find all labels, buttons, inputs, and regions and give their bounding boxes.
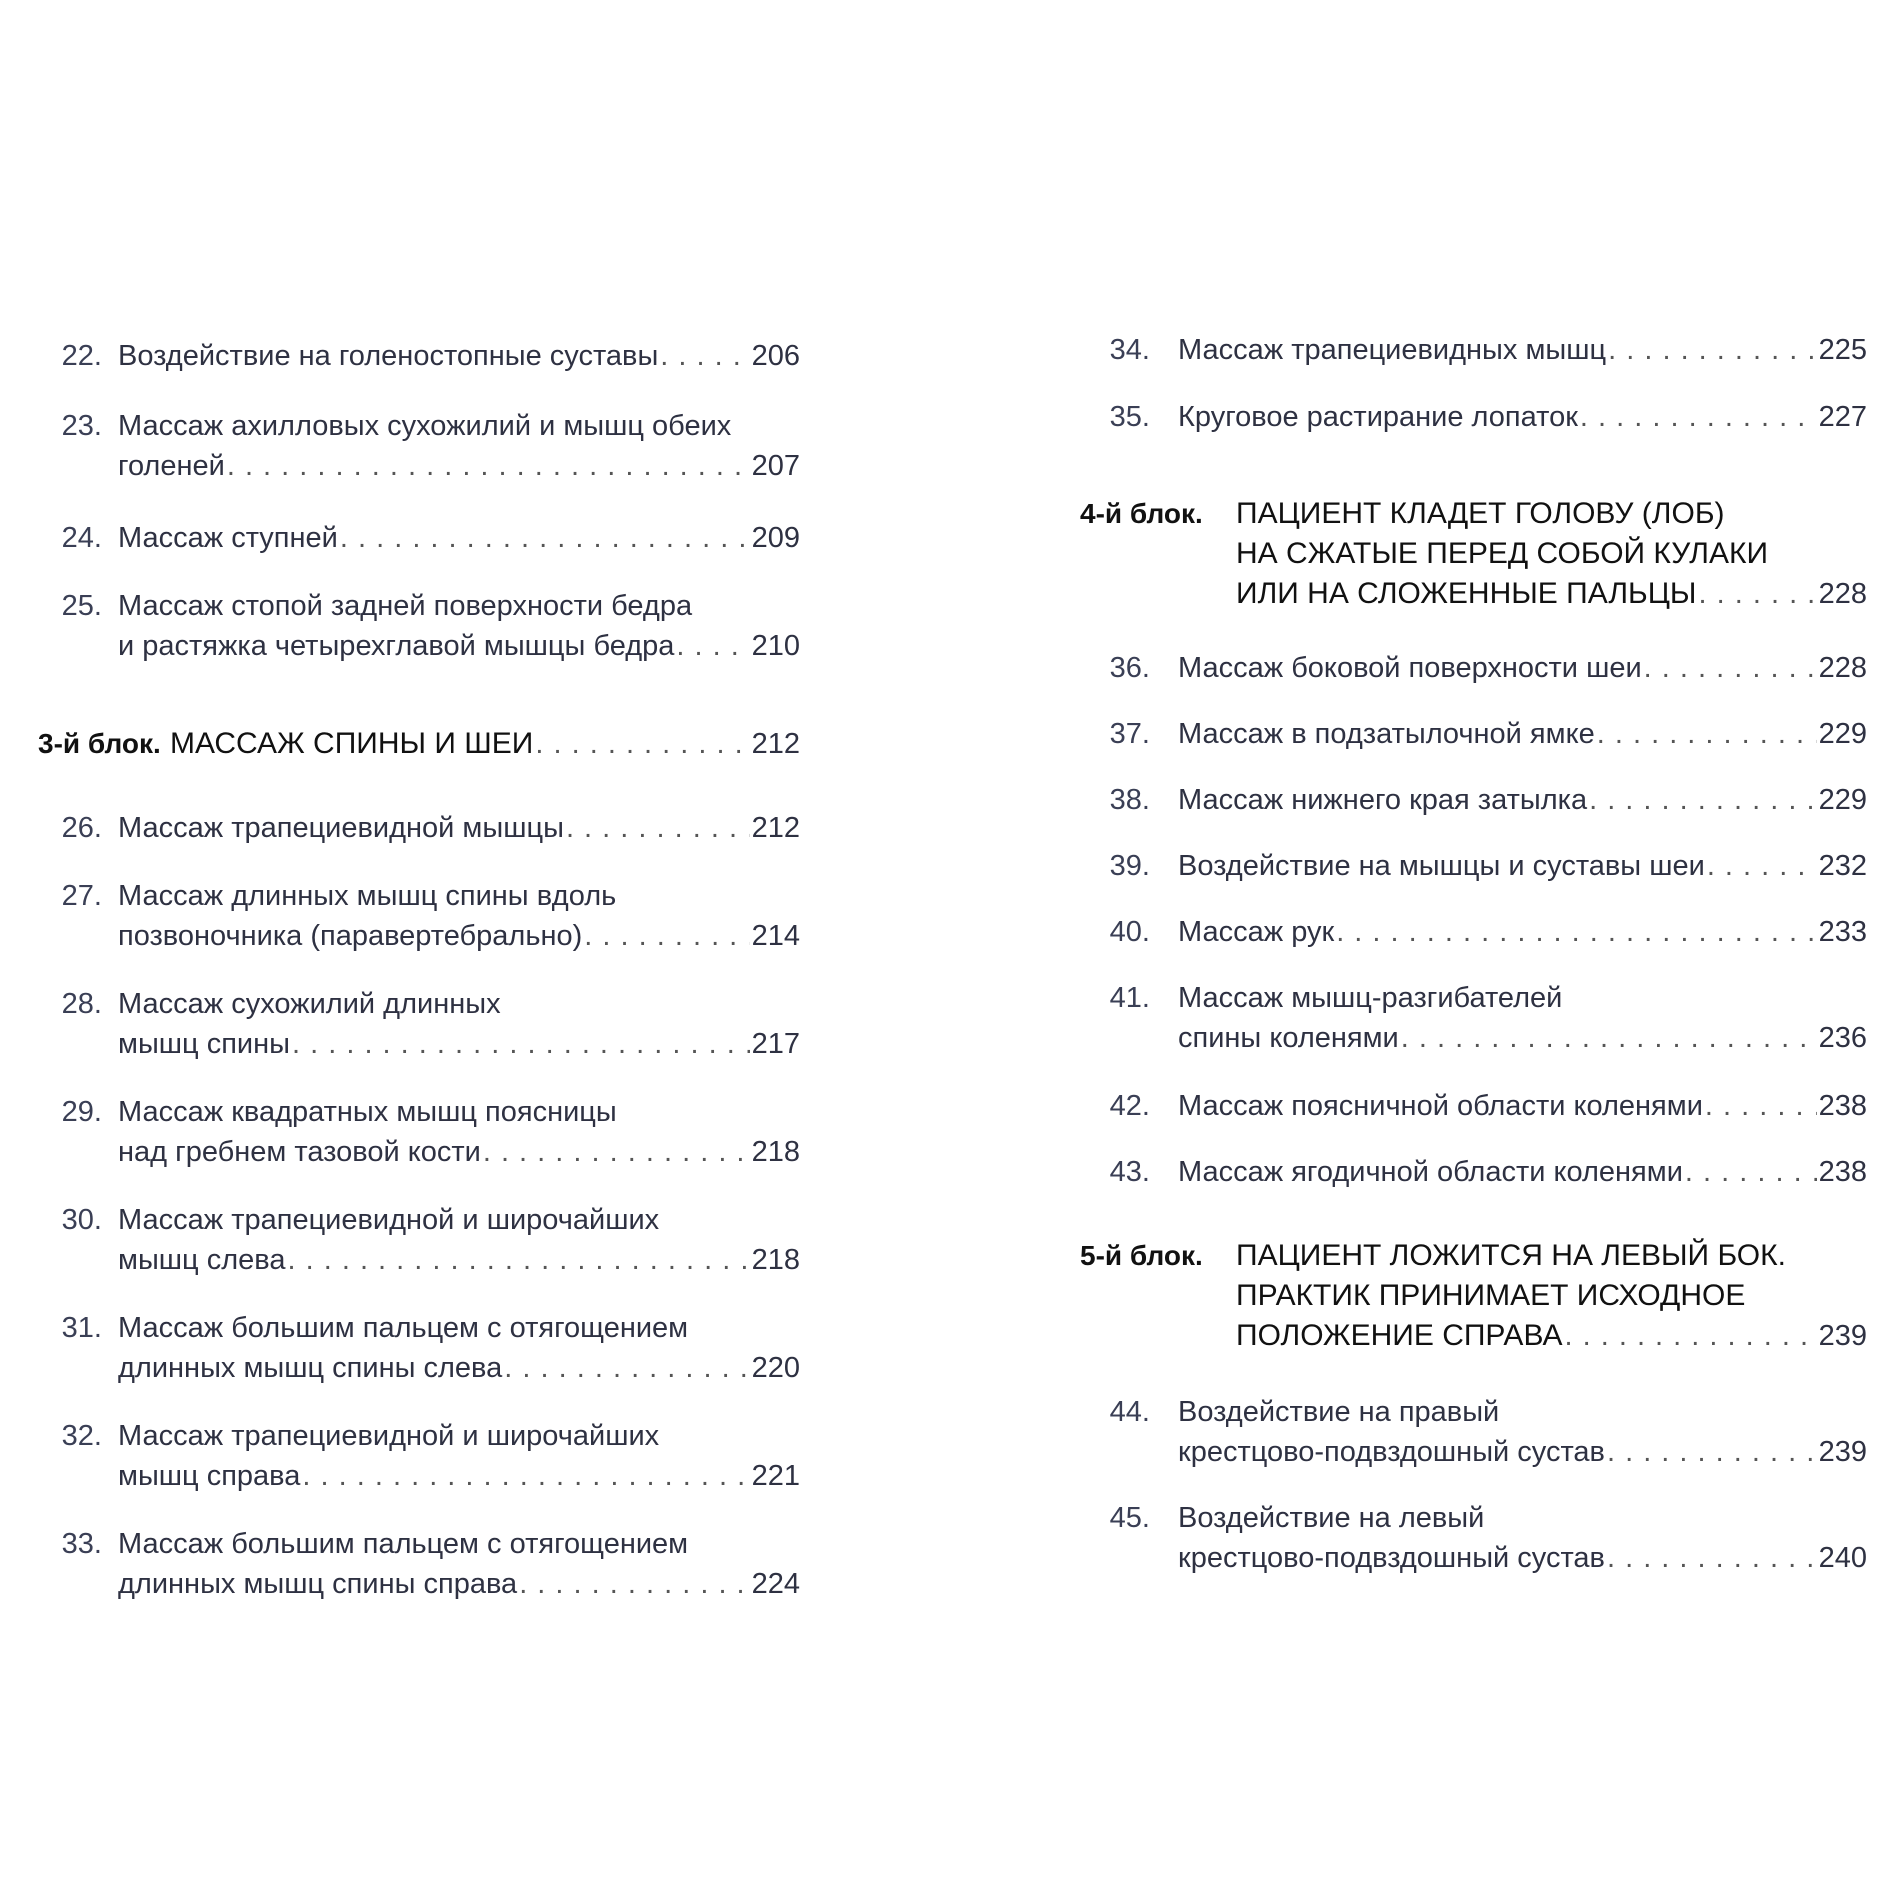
toc-entry[interactable] — [0, 586, 800, 666]
entry-line — [1178, 397, 1867, 437]
entry-number: 24. — [61, 522, 102, 554]
entry-line — [1236, 1276, 1867, 1316]
dot-leader — [483, 1132, 750, 1172]
entry-title: Массаж мышц-разгибателей — [1178, 982, 1563, 1014]
page-number: 227 — [1818, 401, 1867, 433]
entry-title: Массаж трапециевидных мышц — [1178, 334, 1607, 366]
entry-line — [118, 586, 800, 626]
dot-leader — [1607, 1432, 1817, 1472]
entry-title: спины коленями — [1178, 1022, 1399, 1054]
dot-leader — [1401, 1018, 1817, 1058]
page-number: 233 — [1818, 916, 1867, 948]
entry-number: 37. — [1109, 718, 1150, 750]
entry-title: НА СЖАТЫЕ ПЕРЕД СОБОЙ КУЛАКИ — [1236, 537, 1769, 570]
entry-text — [1178, 330, 1867, 370]
entry-title: над гребнем тазовой кости — [118, 1136, 481, 1168]
page-number: 218 — [751, 1136, 800, 1168]
entry-title: Массаж трапециевидной мышцы — [118, 812, 564, 844]
page-number: 214 — [751, 920, 800, 952]
dot-leader — [1580, 397, 1817, 437]
entry-title: Воздействие на голеностопные суставы — [118, 340, 659, 372]
entry-text — [1178, 1498, 1867, 1578]
entry-number: 35. — [1109, 401, 1150, 433]
page-number: 238 — [1818, 1156, 1867, 1188]
entry-title: Массаж поясничной области коленями — [1178, 1090, 1703, 1122]
entry-title: ПАЦИЕНТ КЛАДЕТ ГОЛОВУ (ЛОБ) — [1236, 497, 1725, 530]
entry-title: Массаж ступней — [118, 522, 338, 554]
entry-text — [170, 724, 800, 764]
page-number: 210 — [751, 630, 800, 662]
toc-entry[interactable] — [1070, 714, 1867, 754]
toc-entry[interactable] — [0, 1308, 800, 1388]
entry-text — [118, 1524, 800, 1604]
entry-line — [1178, 1086, 1867, 1126]
entry-line — [118, 1524, 800, 1564]
entry-line — [118, 1564, 800, 1604]
entry-number: 25. — [61, 590, 102, 622]
page-number: 236 — [1818, 1022, 1867, 1054]
toc-entry[interactable] — [0, 518, 800, 558]
entry-line — [118, 984, 800, 1024]
entry-line — [1236, 534, 1867, 574]
entry-text — [118, 1308, 800, 1388]
entry-number: 26. — [61, 812, 102, 844]
page-number: 218 — [751, 1244, 800, 1276]
entry-title: Массаж большим пальцем с отягощением — [118, 1528, 689, 1560]
entry-title: ПОЛОЖЕНИЕ СПРАВА — [1236, 1319, 1563, 1352]
entry-title: Массаж нижнего края затылка — [1178, 784, 1588, 816]
entry-text — [118, 1092, 800, 1172]
dot-leader — [1699, 574, 1817, 614]
entry-text — [1178, 912, 1867, 952]
entry-title: Массаж боковой поверхности шеи — [1178, 652, 1642, 684]
toc-entry[interactable] — [1070, 1392, 1867, 1472]
entry-text — [118, 876, 800, 956]
entry-text — [1178, 397, 1867, 437]
entry-line — [1178, 648, 1867, 688]
entry-title: Воздействие на мышцы и суставы шеи — [1178, 850, 1705, 882]
entry-number: 42. — [1109, 1090, 1150, 1122]
page-number: 232 — [1818, 850, 1867, 882]
entry-title: длинных мышц спины слева — [118, 1352, 503, 1384]
page-number: 240 — [1818, 1542, 1867, 1574]
entry-title: ПАЦИЕНТ ЛОЖИТСЯ НА ЛЕВЫЙ БОК. — [1236, 1239, 1786, 1272]
entry-title: Массаж рук — [1178, 916, 1335, 948]
entry-number: 29. — [61, 1096, 102, 1128]
entry-title: мышц спины — [118, 1028, 290, 1060]
entry-line — [118, 876, 800, 916]
entry-number: 32. — [61, 1420, 102, 1452]
entry-line — [118, 518, 800, 558]
entry-title: Массаж в подзатылочной ямке — [1178, 718, 1595, 750]
entry-line — [118, 406, 800, 446]
entry-number: 38. — [1109, 784, 1150, 816]
entry-text — [118, 518, 800, 558]
entry-line — [1178, 1538, 1867, 1578]
toc-block-heading[interactable] — [1070, 1236, 1867, 1356]
page-number: 207 — [751, 450, 800, 482]
entry-title: ИЛИ НА СЛОЖЕННЫЕ ПАЛЬЦЫ — [1236, 577, 1697, 610]
dot-leader — [292, 1024, 750, 1064]
entry-line — [118, 626, 800, 666]
block-label: 3-й блок. — [38, 728, 161, 759]
page-number: 229 — [1818, 718, 1867, 750]
entry-text — [118, 336, 800, 376]
entry-text — [118, 1200, 800, 1280]
entry-title: Массаж квадратных мышц поясницы — [118, 1096, 617, 1128]
dot-leader — [504, 1348, 749, 1388]
entry-line — [1236, 1316, 1867, 1356]
dot-leader — [340, 518, 750, 558]
dot-leader — [1705, 1086, 1817, 1126]
toc-entry[interactable] — [0, 1092, 800, 1172]
entry-text — [118, 586, 800, 666]
dot-leader — [1597, 714, 1817, 754]
entry-text — [118, 984, 800, 1064]
page-number: 228 — [1818, 578, 1867, 610]
dot-leader — [1607, 1538, 1817, 1578]
dot-leader — [676, 626, 749, 666]
entry-text — [1236, 1236, 1867, 1356]
toc-entry[interactable] — [1070, 1152, 1867, 1192]
toc-entry[interactable] — [1070, 1086, 1867, 1126]
page-number: 228 — [1818, 652, 1867, 684]
dot-leader — [1608, 330, 1817, 370]
entry-line — [118, 916, 800, 956]
entry-title: ПРАКТИК ПРИНИМАЕТ ИСХОДНОЕ — [1236, 1279, 1746, 1312]
page-number: 209 — [751, 522, 800, 554]
entry-line — [118, 1132, 800, 1172]
entry-text — [1178, 1392, 1867, 1472]
toc-block-heading[interactable] — [0, 724, 800, 764]
page-number: 221 — [751, 1460, 800, 1492]
entry-number: 34. — [1109, 334, 1150, 366]
toc-entry[interactable] — [1070, 780, 1867, 820]
page-number: 212 — [751, 812, 800, 844]
entry-number: 28. — [61, 988, 102, 1020]
toc-entry[interactable] — [1070, 846, 1867, 886]
entry-number: 36. — [1109, 652, 1150, 684]
toc-entry[interactable] — [1070, 1498, 1867, 1578]
dot-leader — [302, 1456, 749, 1496]
toc-entry[interactable] — [0, 876, 800, 956]
entry-line — [118, 1200, 800, 1240]
entry-line — [118, 1348, 800, 1388]
page-number: 212 — [751, 728, 800, 760]
entry-title: Массаж ахилловых сухожилий и мышц обеих — [118, 410, 732, 442]
entry-title: Массаж стопой задней поверхности бедра — [118, 590, 693, 622]
toc-entry[interactable] — [0, 1200, 800, 1280]
entry-title: Воздействие на правый — [1178, 1396, 1500, 1428]
toc-entry[interactable] — [1070, 912, 1867, 952]
entry-title: Массаж большим пальцем с отягощением — [118, 1312, 689, 1344]
entry-line — [118, 1416, 800, 1456]
entry-text — [1178, 978, 1867, 1058]
dot-leader — [1589, 780, 1817, 820]
entry-text — [118, 406, 800, 486]
entry-title: мышц справа — [118, 1460, 301, 1492]
entry-title: Воздействие на левый — [1178, 1502, 1485, 1534]
entry-number: 41. — [1109, 982, 1150, 1014]
entry-line — [118, 1240, 800, 1280]
entry-title: Массаж ягодичной области коленями — [1178, 1156, 1683, 1188]
dot-leader — [1336, 912, 1816, 952]
entry-line — [118, 1024, 800, 1064]
page-number: 238 — [1818, 1090, 1867, 1122]
entry-line — [1178, 1432, 1867, 1472]
entry-number: 33. — [61, 1528, 102, 1560]
dot-leader — [535, 724, 749, 764]
entry-title: крестцово-подвздошный сустав — [1178, 1542, 1605, 1574]
entry-number: 39. — [1109, 850, 1150, 882]
entry-title: голеней — [118, 450, 225, 482]
entry-line — [1178, 912, 1867, 952]
dot-leader — [227, 446, 750, 486]
toc-entry[interactable] — [0, 1524, 800, 1604]
entry-text — [1236, 494, 1867, 614]
entry-title: Массаж трапециевидной и широчайших — [118, 1420, 660, 1452]
entry-title: мышц слева — [118, 1244, 286, 1276]
entry-text — [1178, 714, 1867, 754]
page-number: 229 — [1818, 784, 1867, 816]
entry-line — [1236, 1236, 1867, 1276]
toc-entry[interactable] — [0, 406, 800, 486]
toc-block-heading[interactable] — [1070, 494, 1867, 614]
entry-title: длинных мышц спины справа — [118, 1568, 518, 1600]
dot-leader — [1685, 1152, 1817, 1192]
toc-entry[interactable] — [1070, 397, 1867, 437]
toc-entry[interactable] — [0, 1416, 800, 1496]
page-number: 217 — [751, 1028, 800, 1060]
entry-number: 27. — [61, 880, 102, 912]
entry-line — [1178, 1498, 1867, 1538]
entry-number: 22. — [61, 340, 102, 372]
entry-title: крестцово-подвздошный сустав — [1178, 1436, 1605, 1468]
page-number: 206 — [751, 340, 800, 372]
entry-line — [1178, 780, 1867, 820]
entry-line — [118, 1456, 800, 1496]
toc-entry[interactable] — [1070, 978, 1867, 1058]
entry-title: позвоночника (паравертебрально) — [118, 920, 583, 952]
entry-number: 31. — [61, 1312, 102, 1344]
entry-line — [118, 336, 800, 376]
entry-line — [1178, 330, 1867, 370]
entry-number: 45. — [1109, 1502, 1150, 1534]
entry-title: Массаж длинных мышц спины вдоль — [118, 880, 617, 912]
entry-line — [1178, 1018, 1867, 1058]
dot-leader — [519, 1564, 749, 1604]
dot-leader — [660, 336, 749, 376]
entry-text — [1178, 846, 1867, 886]
entry-text — [1178, 780, 1867, 820]
entry-line — [1236, 574, 1867, 614]
dot-leader — [1644, 648, 1817, 688]
page-number: 225 — [1818, 334, 1867, 366]
dot-leader — [287, 1240, 749, 1280]
page-number: 220 — [751, 1352, 800, 1384]
entry-number: 40. — [1109, 916, 1150, 948]
entry-text — [1178, 1086, 1867, 1126]
entry-number: 23. — [61, 410, 102, 442]
entry-title: и растяжка четырехглавой мышцы бедра — [118, 630, 675, 662]
dot-leader — [1564, 1316, 1816, 1356]
entry-line — [1178, 1152, 1867, 1192]
entry-number: 44. — [1109, 1396, 1150, 1428]
entry-line — [1178, 1392, 1867, 1432]
entry-number: 30. — [61, 1204, 102, 1236]
page-number: 239 — [1818, 1436, 1867, 1468]
entry-line — [118, 1308, 800, 1348]
page-number: 224 — [751, 1568, 800, 1600]
entry-text — [1178, 1152, 1867, 1192]
entry-line — [1236, 494, 1867, 534]
entry-line — [118, 808, 800, 848]
toc-entry[interactable] — [1070, 330, 1867, 370]
entry-title: Массаж сухожилий длинных — [118, 988, 501, 1020]
entry-line — [118, 446, 800, 486]
entry-text — [1178, 648, 1867, 688]
entry-line — [118, 1092, 800, 1132]
entry-line — [1178, 714, 1867, 754]
toc-entry[interactable] — [0, 984, 800, 1064]
toc-entry[interactable] — [1070, 648, 1867, 688]
toc-entry[interactable] — [0, 336, 800, 376]
entry-number: 43. — [1109, 1156, 1150, 1188]
dot-leader — [584, 916, 749, 956]
entry-title: Массаж трапециевидной и широчайших — [118, 1204, 660, 1236]
entry-text — [118, 808, 800, 848]
entry-title: Круговое растирание лопаток — [1178, 401, 1578, 433]
dot-leader — [566, 808, 750, 848]
entry-line — [1178, 846, 1867, 886]
dot-leader — [1707, 846, 1817, 886]
entry-text — [118, 1416, 800, 1496]
block-label: 4-й блок. — [1080, 498, 1203, 529]
block-label: 5-й блок. — [1080, 1240, 1203, 1271]
toc-entry[interactable] — [0, 808, 800, 848]
entry-line — [1178, 978, 1867, 1018]
entry-title: МАССАЖ СПИНЫ И ШЕИ — [170, 727, 534, 760]
page-number: 239 — [1818, 1320, 1867, 1352]
entry-line — [170, 724, 800, 764]
